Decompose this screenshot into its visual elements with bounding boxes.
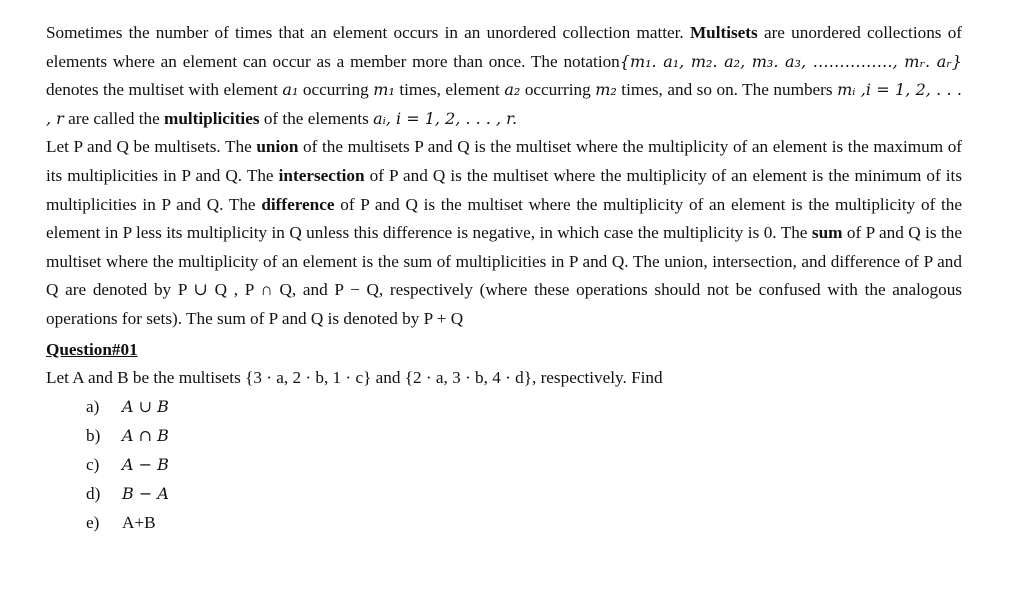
symbol-m1: m₁ (373, 80, 395, 100)
term-union: union (256, 137, 299, 157)
term-sum: sum (811, 223, 843, 243)
operations-paragraph (46, 133, 962, 333)
term-multiplicities: multiplicities (164, 108, 260, 128)
symbol-mi-range: mᵢ ,i = 1, 2, . . . , r (46, 80, 963, 128)
symbol-ai-range: aᵢ, i = 1, 2, . . . , r. (373, 108, 518, 128)
symbol-a2: a₂ (504, 80, 521, 100)
multiset-definition-paragraph (46, 19, 962, 133)
symbol-m2: m₂ (595, 80, 617, 100)
text: of the multisets P and Q is the multiset where the multiplicity of an element is the maximum of its multiplicities in P and Q. The (46, 137, 963, 185)
term-multisets: Multisets (689, 23, 758, 42)
text: are called the (68, 108, 160, 128)
text: occurring (524, 80, 591, 100)
text: denotes the multiset with element (46, 80, 278, 100)
text: occurring (302, 80, 369, 100)
item-expression: A+B (122, 512, 156, 532)
text: of P and Q is the multiset where the multiplicity of an element is the minimum of its multiplicities in P and Q. The (46, 165, 963, 214)
item-label: d) (86, 483, 101, 503)
item-expression: A ∩ B (122, 425, 169, 445)
list-item (86, 422, 962, 451)
term-intersection: intersection (278, 165, 365, 185)
item-label: a) (86, 396, 100, 416)
question-prompt: Let A and B be the multisets {3 · a, 2 · b, 1 · c} and {2 · a, 3 · b, 4 · d}, respectively. Find (46, 368, 663, 388)
question-heading: Question#01 (46, 339, 138, 359)
text: of P and Q is the multiset where the multiplicity of an element is the sum of multiplicities in P and Q. The union, intersection, and difference of P and Q are denoted by P ∪ Q , P ∩ Q, and P − Q, respectively (where these operations should not be confused with the analogous operations for sets). The sum of P and Q is denoted by P + Q (46, 223, 962, 328)
multiset-notation: {m₁. a₁, m₂. a₂, m₃. a₃, ……………, mᵣ. aᵣ} (619, 51, 962, 71)
list-item (86, 393, 962, 422)
list-item (86, 451, 962, 480)
item-label: e) (86, 512, 100, 532)
text: times, and so on. The numbers (621, 80, 833, 100)
text: Let P and Q be multisets. The (46, 137, 252, 157)
document-page (46, 19, 962, 538)
item-expression: A ∪ B (122, 396, 169, 416)
text: of P and Q is the multiset where the multiplicity of an element is the multiplicity of the element in P less its multiplicity in Q unless this difference is negative, in which case the multiplicity is 0. The (46, 194, 963, 243)
item-expression: A − B (122, 454, 169, 474)
list-item (86, 480, 962, 509)
text: Sometimes the number of times that an element occurs in an unordered collection matter. (46, 23, 684, 42)
symbol-a1: a₁ (282, 80, 299, 100)
question-items (86, 393, 962, 538)
text: are unordered collections of elements where an element can occur as a member more than once. The notation (46, 23, 963, 71)
list-item (86, 509, 962, 538)
item-label: b) (86, 425, 101, 445)
term-difference: difference (261, 194, 335, 214)
text: of the elements (263, 108, 369, 128)
item-label: c) (86, 454, 100, 474)
item-expression: B − A (122, 483, 169, 503)
text: times, element (399, 80, 500, 100)
